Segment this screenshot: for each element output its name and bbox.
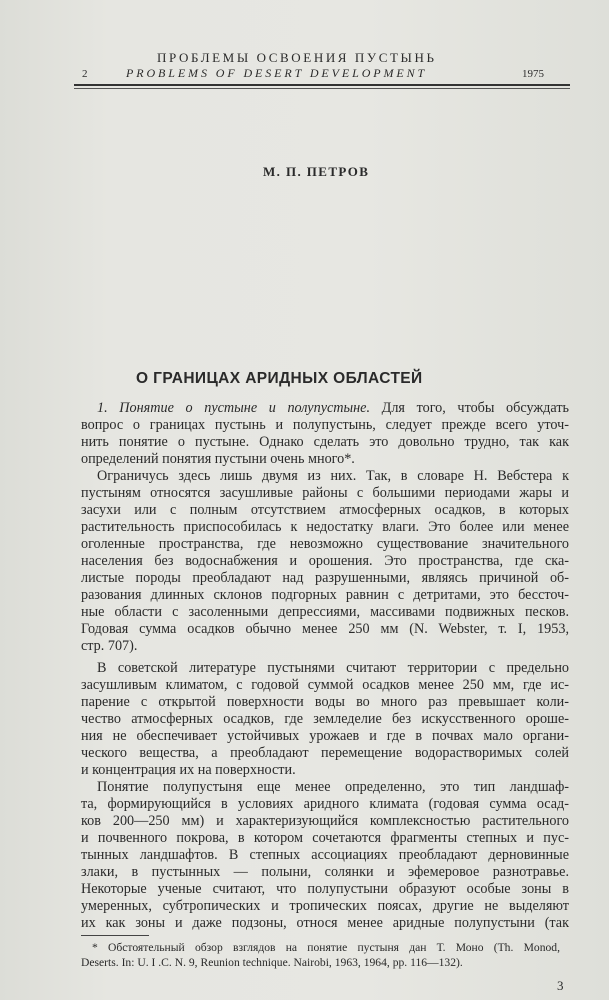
body-line: чество атмосферных осадков, где земледелие без искусственного ороше- <box>81 711 569 727</box>
body-line: вопрос о границах пустынь и полупустынь, следует прежде всего уточ- <box>81 417 569 433</box>
body-line: Ограничусь здесь лишь двумя из них. Так, в словаре Н. Вебстера к <box>97 468 569 484</box>
article-author: М. П. ПЕТРОВ <box>263 164 370 179</box>
body-line: Годовая сумма осадков обычно менее 250 мм (N. Webster, т. I, 1953, <box>81 621 569 637</box>
body-line: разования длинных склонов подгорных равнин с детритами, это бессточ- <box>81 587 569 603</box>
header-rule-thin <box>74 88 570 89</box>
page-number: 3 <box>557 978 564 993</box>
body-line: ные области с засоленными депрессиями, массивами подвижных песков. <box>81 604 569 620</box>
body-line: пустыням относятся засушливые районы с большими периодами жары и <box>81 485 569 501</box>
footnote-line: Deserts. In: U. I .C. N. 9, Reunion technique. Nairobi, 1963, 1964, pp. 116—132). <box>81 956 463 969</box>
body-line: Понятие полупустыня еще менее определенно, это тип ландшаф- <box>97 779 569 795</box>
body-line: засухи или с полным отсутствием атмосферных осадков, в которых <box>81 502 569 518</box>
body-line: засушливым климатом, с годовой суммой осадков менее 250 мм, где ис- <box>81 677 569 693</box>
body-line: тынных ландшафтов. В степных ассоциациях преобладают дерновинные <box>81 847 569 863</box>
body-line: определений понятия пустыни очень много*. <box>81 451 355 467</box>
body-line: та, формирующийся в условиях аридного климата (годовая сумма осад- <box>81 796 569 812</box>
footnote-rule <box>81 935 149 936</box>
body-line: умеренных, субтропических и тропических поясах, другие не выделяют <box>81 898 569 914</box>
body-line <box>97 400 569 417</box>
body-line: ния не обеспечивает устойчивых урожаев и где в почвах мало органи- <box>81 728 569 744</box>
journal-title-russian: ПРОБЛЕМЫ ОСВОЕНИЯ ПУСТЫНЬ <box>157 50 437 65</box>
body-line: ческого вещества, а преобладают перемещение водорастворимых солей <box>81 745 569 761</box>
publication-year: 1975 <box>522 68 544 80</box>
body-line: В советской литературе пустынями считают территории с предельно <box>97 660 569 676</box>
body-line: населения без водоснабжения и орошения. Это пространства, где ска- <box>81 553 569 569</box>
body-line: растительность приспособилась к недостатку влаги. Это более или менее <box>81 519 569 535</box>
body-line-text: Для того, чтобы обсуждать <box>381 400 570 416</box>
body-line: нить понятие о пустыне. Однако сделать это довольно трудно, так как <box>81 434 569 450</box>
header-rule-thick <box>74 84 570 86</box>
body-line: и почвенного покрова, в котором сочетаются фрагменты степных и пус- <box>81 830 569 846</box>
body-line: парение с открытой поверхности воды во много раз превышает коли- <box>81 694 569 710</box>
section-heading: 1. Понятие о пустыне и полупустыне. <box>97 400 371 416</box>
body-line: стр. 707). <box>81 638 138 654</box>
body-line: Некоторые ученые считают, что полупустыни образуют особые зоны в <box>81 881 569 897</box>
body-line: их как зоны и даже подзоны, относя менее аридные полупустыни (так <box>81 915 569 931</box>
issue-number: 2 <box>82 68 88 80</box>
body-line: ков 200—250 мм) и характеризующийся комплексностью растительного <box>81 813 569 829</box>
body-line: и концентрация их на поверхности. <box>81 762 296 778</box>
body-line: оголенные пространства, где невозможно существование значительного <box>81 536 569 552</box>
body-line: листые породы преобладают над разрушенными, являясь причиной об- <box>81 570 569 586</box>
footnote-line: * Обстоятельный обзор взглядов на понятие пустыня дан Т. Моно (Th. Monod, <box>92 941 560 954</box>
journal-title-english: PROBLEMS OF DESERT DEVELOPMENT <box>126 66 428 80</box>
body-line: злаки, в пустынных — полыни, солянки и эфемеровое разнотравье. <box>81 864 569 880</box>
article-title: О ГРАНИЦАХ АРИДНЫХ ОБЛАСТЕЙ <box>136 370 423 387</box>
